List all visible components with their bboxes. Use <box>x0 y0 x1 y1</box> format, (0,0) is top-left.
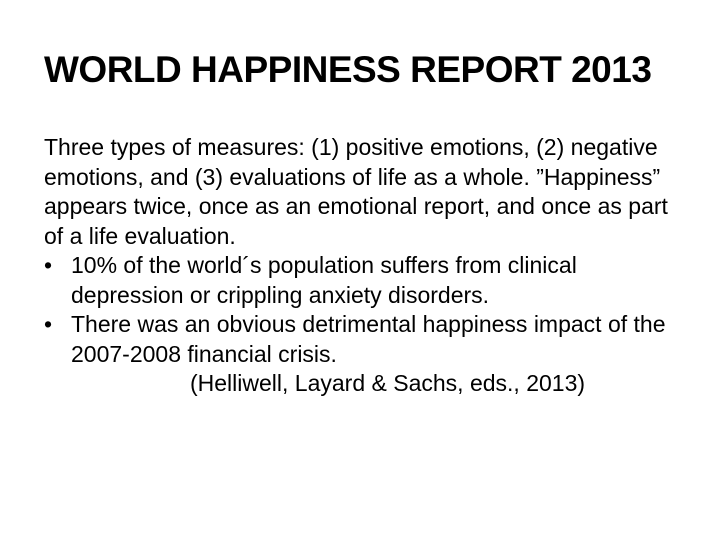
intro-paragraph: Three types of measures: (1) positive emotions, (2) negative emotions, and (3) evaluations of life as a whole. ”Happiness” appears twice, once as an emotional report, and once as part of a life evaluation. <box>44 134 668 249</box>
citation: (Helliwell, Layard & Sachs, eds., 2013) <box>190 370 586 396</box>
slide-body <box>44 133 684 399</box>
bullet-icon: • <box>44 252 53 278</box>
bullet-text: 10% of the world´s population suffers from clinical depression or crippling anxiety disorders. <box>71 252 577 308</box>
bullet-icon: • <box>44 311 53 337</box>
slide-title: WORLD HAPPINESS REPORT 2013 <box>44 49 652 90</box>
bullet-list <box>44 251 684 369</box>
bullet-text: There was an obvious detrimental happiness impact of the 2007-2008 financial crisis. <box>71 311 666 367</box>
bullet-item <box>44 251 684 310</box>
bullet-item <box>44 310 684 369</box>
